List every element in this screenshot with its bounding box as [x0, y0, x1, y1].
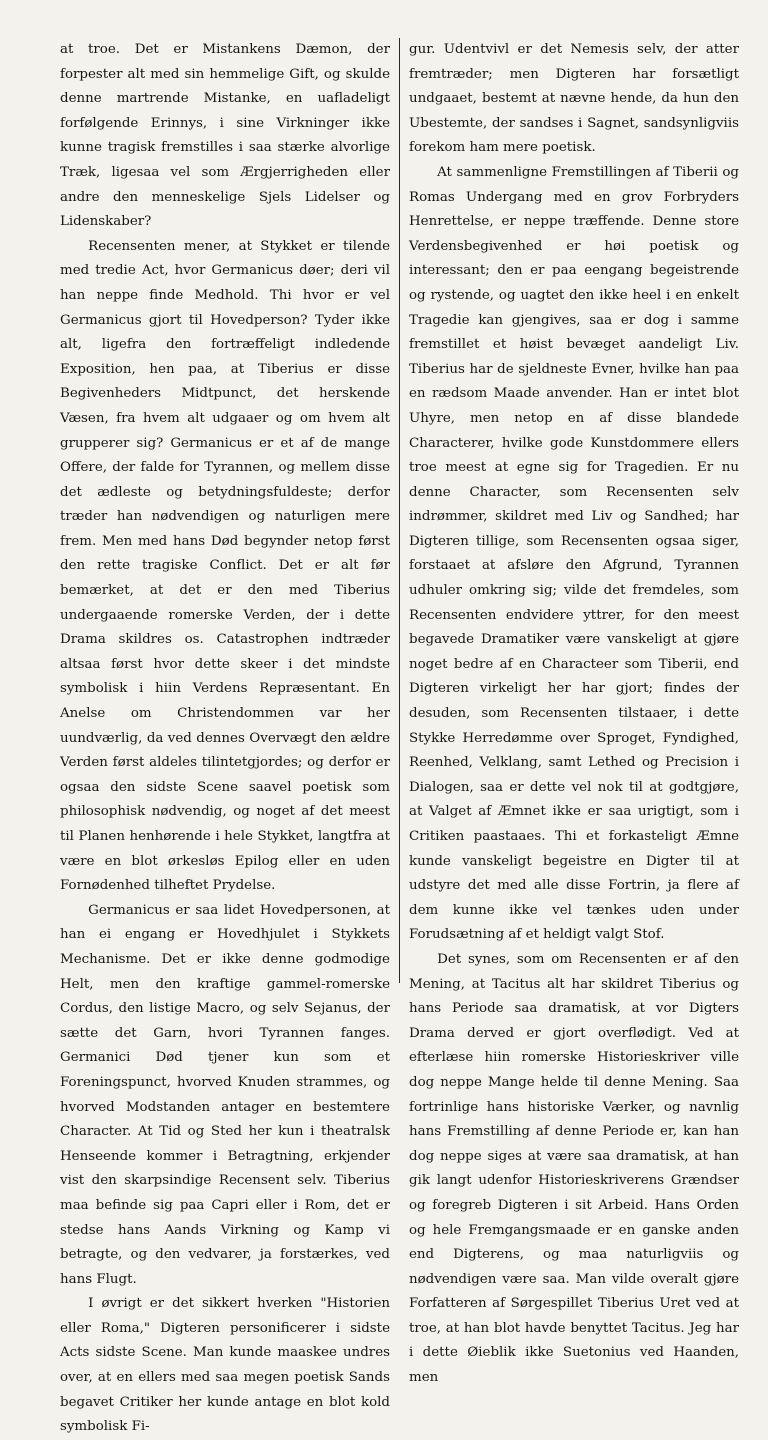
paragraph: gur. Udentvivl er det Nemesis selv, der atter fremtræder; men Digteren har forsætligt undgaaet, bestemt at nævne hende, da hun den Ubestemte, der sandses i Sagnet, sandsynligviis forekom ham mere poetisk. [409, 42, 739, 156]
paragraph: at troe. Det er Mistankens Dæmon, der forpester alt med sin hemmelige Gift, og skulde denne martrende Mistanke, en uafladeligt forfølgende Erinnys, i sine Virkninger ikke kunne tragisk fremstilles i saa stærke alvorlige Træk, ligesaa vel som Ærgjerrigheden eller andre den menneskelige Sjels Lidelser og Lidenskaber? [60, 42, 390, 230]
left-column [60, 38, 399, 1440]
paragraph: Det synes, som om Recensenten er af den Mening, at Tacitus alt har skildret Tiberius og hans Periode saa dramatisk, at vor Digters Drama derved er gjort overflødigt. Ved at efterlæse hiin romerske Historieskriver ville dog neppe Mange helde til denne Mening. Saa fortrinlige hans historiske Værker, og navnlig hans Fremstilling af denne Periode er, kan han dog neppe siges at være saa dramatisk, at han gik langt udenfor Historieskriverens Grændser og foregreb Digteren i sit Arbeid. Hans Orden og hele Fremgangsmaade er en ganske anden end Digterens, og maa naturligviis og nødvendigen være saa. Man vilde overalt gjøre Forfatteren af Sørgespillet Tiberius Uret ved at troe, at han blot havde benyttet Tacitus. Jeg har i dette Øieblik ikke Suetonius ved Haanden, men [409, 951, 739, 1386]
paragraph: At sammenligne Fremstillingen af Tiberii og Romas Undergang med en grov Forbryders Henrettelse, er neppe træffende. Denne store Verdensbegivenhed er høi poetisk og interessant; den er paa eengang begeistrende og rystende, og uagtet den ikke heel i en enkelt Tragedie kan gjengives, saa er dog i samme fremstillet et høist bevæget aandeligt Liv. Tiberius har de sjeldneste Evner, hvilke han paa en rædsom Maade anvender. Han er intet blot Uhyre, men netop en af disse blandede Characterer, hvilke gode Kunstdommere ellers troe meest at egne sig for Tragedien. Er nu denne Character, som Recensenten selv indrømmer, skildret med Liv og Sandhed; har Digteren tillige, som Recensenten ogsaa siger, forstaaet at afsløre den Afgrund, Tyrannen udhuler omkring sig; vilde det fremdeles, som Recensenten endvidere yttrer, for den meest begavede Dramatiker være vanskeligt at gjøre noget bedre af en Characteer som Tiberii, end Digteren virkeligt her har gjort; findes der desuden, som Recensenten tilstaaer, i dette Stykke Herredømme over Sproget, Fyndighed, Reenhed, Velklang, samt Lethed og Precision i Dialogen, saa er dette vel nok til at godtgjøre, at Valget af Æmnet ikke er saa urigtigt, som i Critiken paastaaes. Thi et forkasteligt Æmne kunde vanskeligt begeistre en Digter til at udstyre det med alle disse Fortrin, ja flere af dem kunne ikke vel tænkes uden under Forudsætning af et heldigt valgt Stof. [409, 164, 739, 943]
paragraph: I øvrigt er det sikkert hverken "Historien eller Roma," Digteren personificerer i sidste Acts sidste Scene. Man kunde maaskee undres over, at en ellers med saa megen poetisk Sands begavet Critiker her kunde antage en blot kold symbolisk Fi- [60, 1296, 390, 1435]
paragraph: Recensenten mener, at Stykket er tilende med tredie Act, hvor Germanicus døer; deri vil han neppe finde Medhold. Thi hvor er vel Germanicus gjort til Hovedperson? Tyder ikke alt, ligefra den fortræffeligt indledende Exposition, hen paa, at Tiberius er disse Begivenheders Midtpunct, det herskende Væsen, fra hvem alt udgaaer og om hvem alt grupperer sig? Germanicus er et af de mange Offere, der falde for Tyrannen, og mellem disse det ædleste og betydningsfuldeste; derfor træder han nødvendigen og naturligen mere frem. Men med hans Død begynder netop først den rette tragiske Conflict. Det er alt før bemærket, at det er den med Tiberius undergaaende romerske Verden, der i dette Drama skildres os. Catastrophen indtræder altsaa først hvor dette skeer i det mindste symbolisk i hiin Verdens Repræsentant. En Anelse om Christendommen var her uundværlig, da ved dennes Overvægt den ældre Verden først aldeles tilintetgjordes; og derfor er ogsaa den sidste Scene saavel poetisk som philosophisk nødvendig, og noget af det meest til Planen henhørende i hele Stykket, langtfra at være en blot ørkesløs Epilog eller en uden Fornødenhed tilheftet Prydelse. [60, 238, 390, 894]
paragraph: Germanicus er saa lidet Hovedpersonen, at han ei engang er Hovedhjulet i Stykkets Mechanisme. Det er ikke denne godmodige Helt, men den kraftige gammel-romerske Cordus, den listige Macro, og selv Sejanus, der sætte det Garn, hvori Tyrannen fanges. Germanici Død tjener kun som et Foreningspunct, hvorved Knuden strammes, og hvorved Modstanden antager en bestemtere Character. At Tid og Sted her kun i theatralsk Henseende kommer i Betragtning, erkjender vist den skarpsindige Recensent selv. Tiberius maa befinde sig paa Capri eller i Rom, det er stedse hans Aands Virkning og Kamp vi betragte, og den vedvarer, ja forstærkes, ved hans Flugt. [60, 902, 390, 1287]
two-column-body [60, 38, 740, 1440]
right-column [400, 38, 739, 1391]
